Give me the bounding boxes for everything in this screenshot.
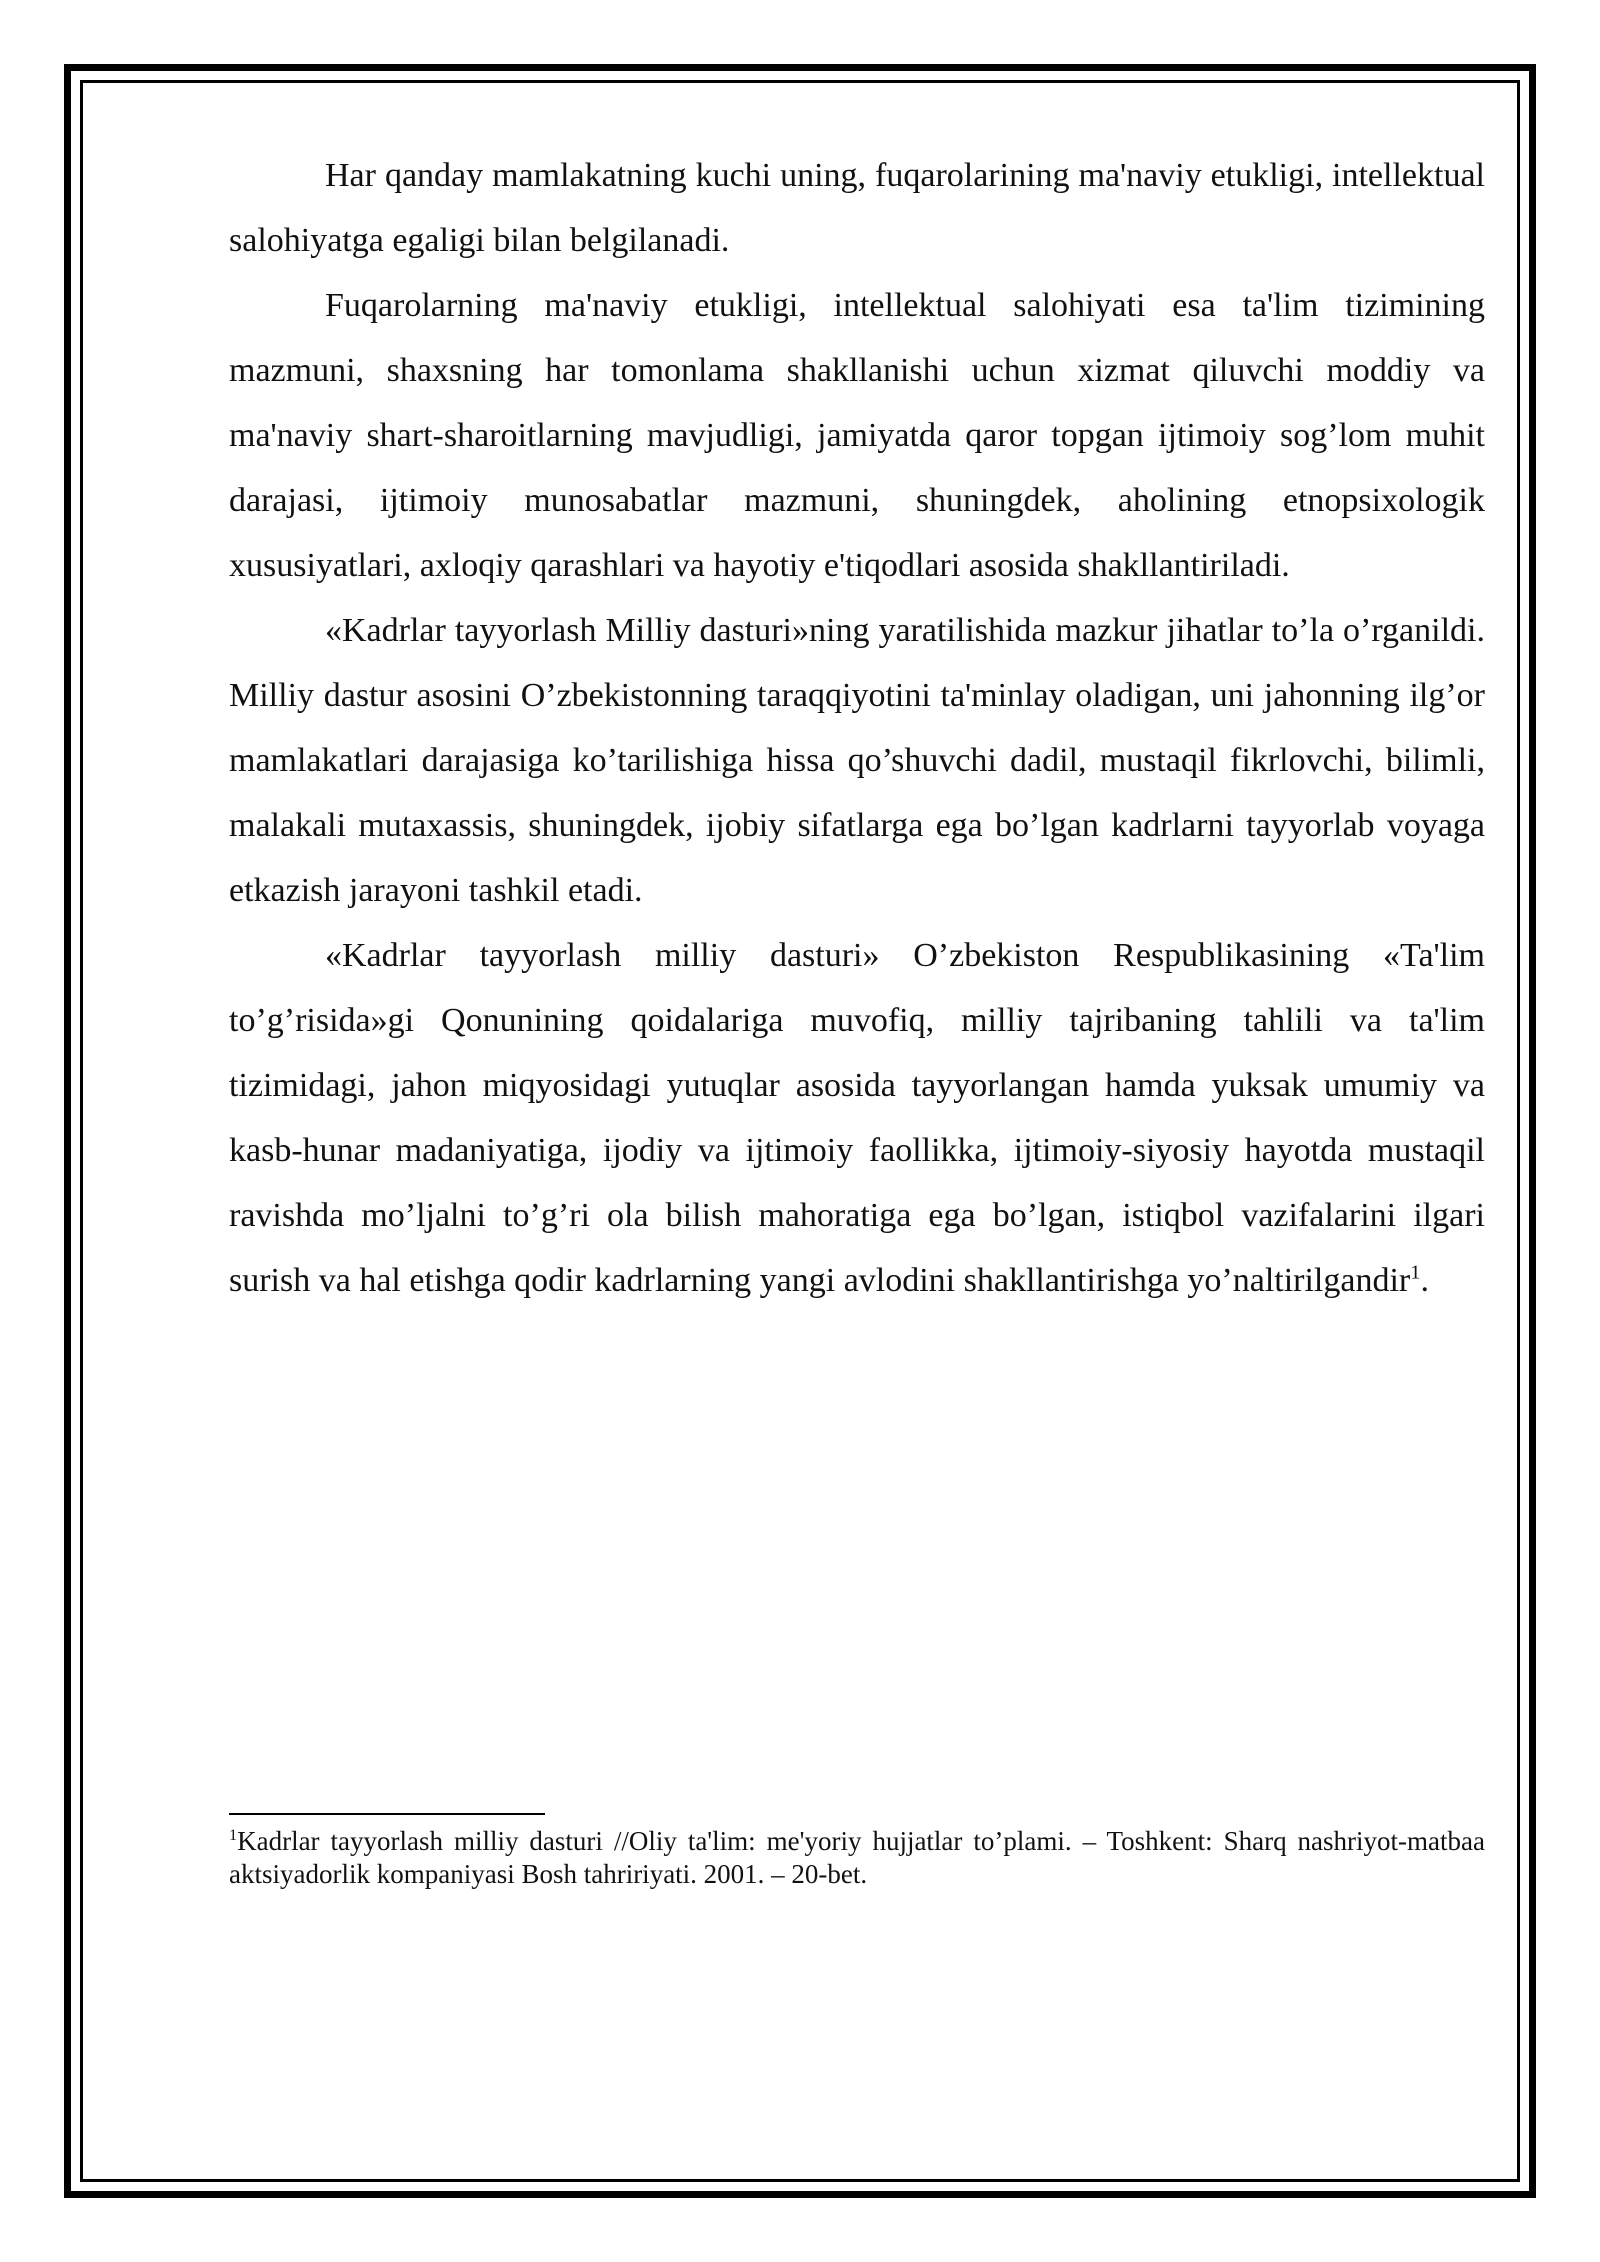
paragraph-3 bbox=[229, 598, 1485, 923]
paragraph-2-text: Fuqarolarning ma'naviy etukligi, intellektual salohiyati esa ta'lim tizimining mazmuni, shaxsning har tomonlama shakllanishi uchun xizmat qiluvchi moddiy va ma'naviy shart-sharoitlarning mavjudligi, jamiyatda qaror topgan ijtimoiy sog’lom muhit darajasi, ijtimoiy munosabatlar mazmuni, shuningdek, aholining etnopsixologik xususiyatlari, axloqiy qarashlari va hayotiy e'tiqodlari asosida shakllantiriladi. bbox=[229, 287, 1485, 584]
footnote-separator bbox=[229, 1813, 545, 1815]
footnote-1 bbox=[229, 1825, 1485, 1891]
main-text bbox=[229, 143, 1485, 1313]
footnote-reference-mark[interactable]: 1 bbox=[1410, 1261, 1421, 1284]
footnote-section bbox=[229, 1813, 1485, 1891]
paragraph-1-text: Har qanday mamlakatning kuchi uning, fuqarolarining ma'naviy etukligi, intellektual salohiyatga egaligi bilan belgilanadi. bbox=[229, 157, 1485, 259]
paragraph-4-trailing: . bbox=[1420, 1262, 1429, 1299]
paragraph-4 bbox=[229, 923, 1485, 1313]
paragraph-2 bbox=[229, 273, 1485, 598]
paragraph-1 bbox=[229, 143, 1485, 273]
footnote-text: Kadrlar tayyorlash milliy dasturi //Oliy ta'lim: me'yoriy hujjatlar to’plami. – Toshkent: Sharq nashriyot-matbaa aktsiyadorlik kompaniyasi Bosh tahririyati. 2001. – 20-bet. bbox=[229, 1826, 1485, 1889]
paragraph-3-text: «Kadrlar tayyorlash Milliy dasturi»ning yaratilishida mazkur jihatlar to’la o’rganildi. Milliy dastur asosini O’zbekistonning taraqqiyotini ta'minlay oladigan, uni jahonning ilg’or mamlakatlari darajasiga ko’tarilishiga hissa qo’shuvchi dadil, mustaqil fikrlovchi, bilimli, malakali mutaxassis, shuningdek, ijobiy sifatlarga ega bo’lgan kadrlarni tayyorlab voyaga etkazish jarayoni tashkil etadi. bbox=[229, 612, 1485, 909]
paragraph-4-text: «Kadrlar tayyorlash milliy dasturi» O’zbekiston Respublikasining «Ta'lim to’g’risida»gi Qonunining qoidalariga muvofiq, milliy tajribaning tahlili va ta'lim tizimidagi, jahon miqyosidagi yutuqlar asosida tayyorlangan hamda yuksak umumiy va kasb-hunar madaniyatiga, ijodiy va ijtimoiy faollikka, ijtimoiy-siyosiy hayotda mustaqil ravishda mo’ljalni to’g’ri ola bilish mahoratiga ega bo’lgan, istiqbol vazifalarini ilgari surish va hal etishga qodir kadrlarning yangi avlodini shakllantirishga yo’naltirilgandir bbox=[229, 937, 1485, 1299]
footnote-mark: 1 bbox=[229, 1826, 238, 1844]
